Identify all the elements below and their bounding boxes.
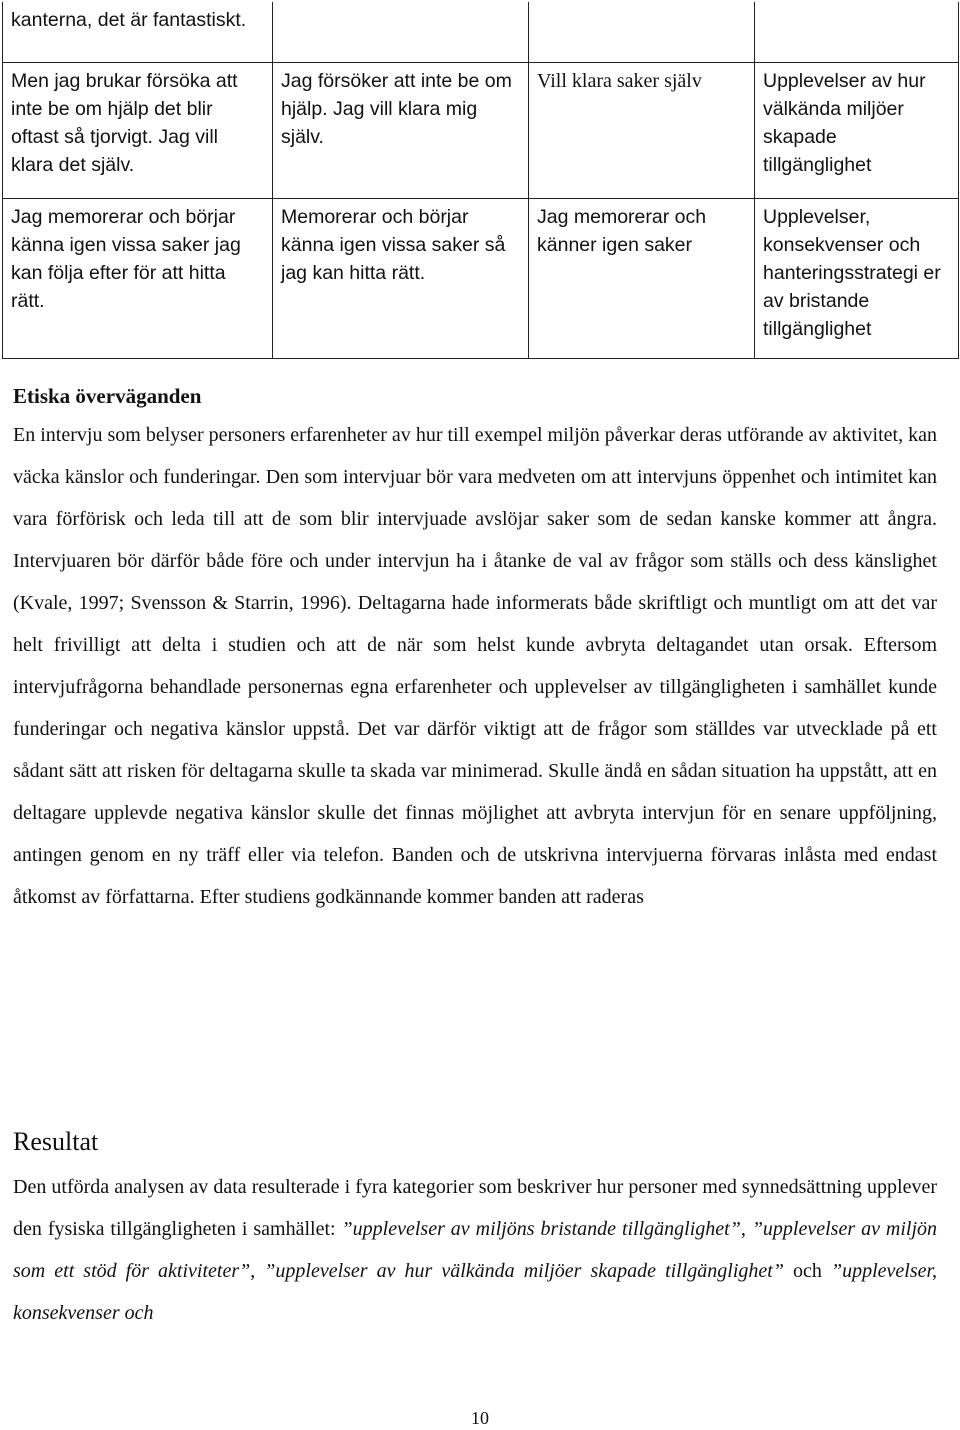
table-cell-code: Vill klara saker själv [529, 62, 755, 198]
table-cell-condensed: Jag försöker att inte be om hjälp. Jag vill klara mig själv. [273, 62, 529, 198]
table-cell-quote: Jag memorerar och börjar känna igen vissa saker jag kan följa efter för att hitta rätt. [3, 198, 273, 358]
separator: , [740, 1218, 746, 1240]
section-heading-results: Resultat [13, 1127, 99, 1156]
separator: , [250, 1260, 256, 1282]
results-intro: Den utförda analysen av data resulterade i fyra kategorier som beskriver hur personer med synnedsättning upplever den fysiska tillgängligheten i samhället: [13, 1176, 937, 1240]
table-cell-category: Upplevelser av hur välkända miljöer skapade tillgänglighet [755, 62, 959, 198]
table-cell-code: Jag memorerar och känner igen saker [529, 198, 755, 358]
table-cell-condensed: Memorerar och börjar känna igen vissa saker så jag kan hitta rätt. [273, 198, 529, 358]
table-cell-category: Upplevelser, konsekvenser och hanteringsstrategi er av bristande tillgänglighet [755, 198, 959, 358]
table-cell-condensed [273, 2, 529, 62]
table-cell-quote: kanterna, det är fantastiskt. [3, 2, 273, 62]
table-row [3, 62, 959, 198]
category-2: ”upplevelser av miljön som ett stöd för aktiviteter” [13, 1218, 937, 1282]
section-heading-ethics: Etiska överväganden [13, 384, 202, 408]
table-cell-code [529, 2, 755, 62]
table-cell-category [755, 2, 959, 62]
analysis-table [2, 2, 959, 359]
category-3: ”upplevelser av hur välkända miljöer skapade tillgänglighet” [264, 1260, 784, 1282]
conjunction: och [793, 1260, 822, 1282]
page-number: 10 [471, 1408, 489, 1428]
category-1: ”upplevelser av miljöns bristande tillgänglighet” [341, 1218, 741, 1240]
table-cell-quote: Men jag brukar försöka att inte be om hjälp det blir oftast så tjorvigt. Jag vill klara det själv. [3, 62, 273, 198]
ethics-paragraph: En intervju som belyser personers erfarenheter av hur till exempel miljön påverkar deras utförande av aktivitet, kan väcka känslor och funderingar. Den som intervjuar bör vara medveten om att intervjuns öppenhet och intimitet kan vara förförisk och leda till att de som blir intervjuade avslöjar saker som de sedan kanske kommer att ångra. Intervjuaren bör därför både före och under intervjun ha i åtanke de val av frågor som ställs och dess känslighet (Kvale, 1997; Svensson & Starrin, 1996). Deltagarna hade informerats både skriftligt och muntligt om att det var helt frivilligt att delta i studien och att de när som helst kunde avbryta deltagandet utan orsak. Eftersom intervjufrågorna behandlade personernas egna erfarenheter och upplevelser av tillgängligheten i samhället kunde funderingar och negativa känslor uppstå. Det var därför viktigt att de frågor som ställdes var utvecklade på ett sådant sätt att risken för deltagarna skulle ta skada var minimerad. Skulle ändå en sådan situation ha uppstått, att en deltagare upplevde negativa känslor skulle det finnas möjlighet att avbryta intervjun för en senare uppföljning, antingen genom en ny träff eller via telefon. Banden och de utskrivna intervjuerna förvaras inlåsta med endast åtkomst av författarna. Efter studiens godkännande kommer banden att raderas [13, 424, 937, 908]
table-row [3, 198, 959, 358]
table-row [3, 2, 959, 62]
results-paragraph [13, 1166, 937, 1334]
category-4: ”upplevelser, konsekvenser och [13, 1260, 938, 1324]
